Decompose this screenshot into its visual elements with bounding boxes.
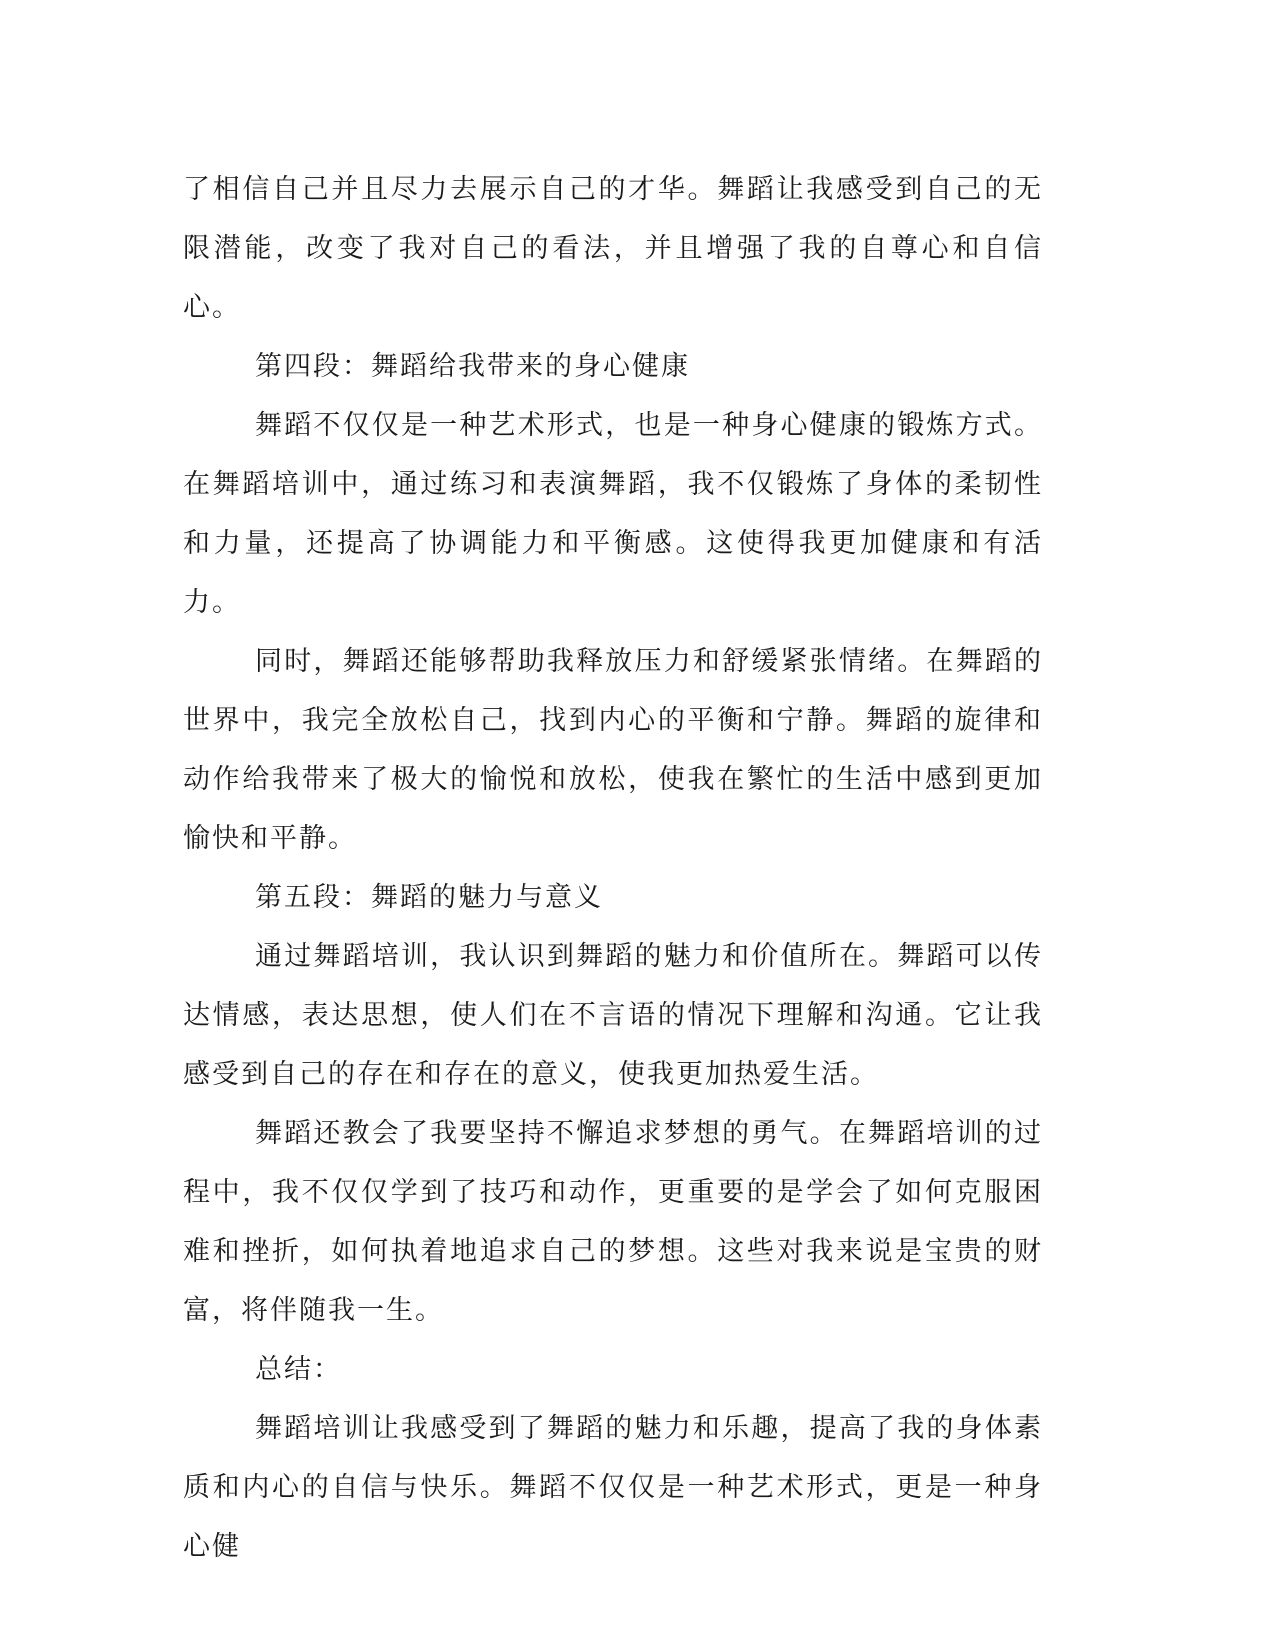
paragraph: 通过舞蹈培训，我认识到舞蹈的魅力和价值所在。舞蹈可以传达情感，表达思想，使人们在不言语的情况下理解和沟通。它让我感受到自己的存在和存在的意义，使我更加热爱生活。 [183,941,1043,1090]
section-heading-5: 第五段：舞蹈的魅力与意义 [255,882,603,913]
paragraph-continuation: 了相信自己并且尽力去展示自己的才华。舞蹈让我感受到自己的无限潜能，改变了我对自己的看法，并且增强了我的自尊心和自信心。 [183,174,1043,323]
paragraph: 同时，舞蹈还能够帮助我释放压力和舒缓紧张情绪。在舞蹈的世界中，我完全放松自己，找到内心的平衡和宁静。舞蹈的旋律和动作给我带来了极大的愉悦和放松，使我在繁忙的生活中感到更加愉快和平静。 [183,646,1043,854]
paragraph: 舞蹈还教会了我要坚持不懈追求梦想的勇气。在舞蹈培训的过程中，我不仅仅学到了技巧和动作，更重要的是学会了如何克服困难和挫折，如何执着地追求自己的梦想。这些对我来说是宝贵的财富，将伴随我一生。 [183,1118,1043,1326]
paragraph: 舞蹈培训让我感受到了舞蹈的魅力和乐趣，提高了我的身体素质和内心的自信与快乐。舞蹈不仅仅是一种艺术形式，更是一种身心健 [183,1413,1043,1562]
paragraph: 舞蹈不仅仅是一种艺术形式，也是一种身心健康的锻炼方式。在舞蹈培训中，通过练习和表演舞蹈，我不仅锻炼了身体的柔韧性和力量，还提高了协调能力和平衡感。这使得我更加健康和有活力。 [183,410,1043,618]
summary-heading: 总结： [255,1354,342,1385]
section-heading-4: 第四段：舞蹈给我带来的身心健康 [255,351,690,382]
document-body [183,160,1043,1576]
